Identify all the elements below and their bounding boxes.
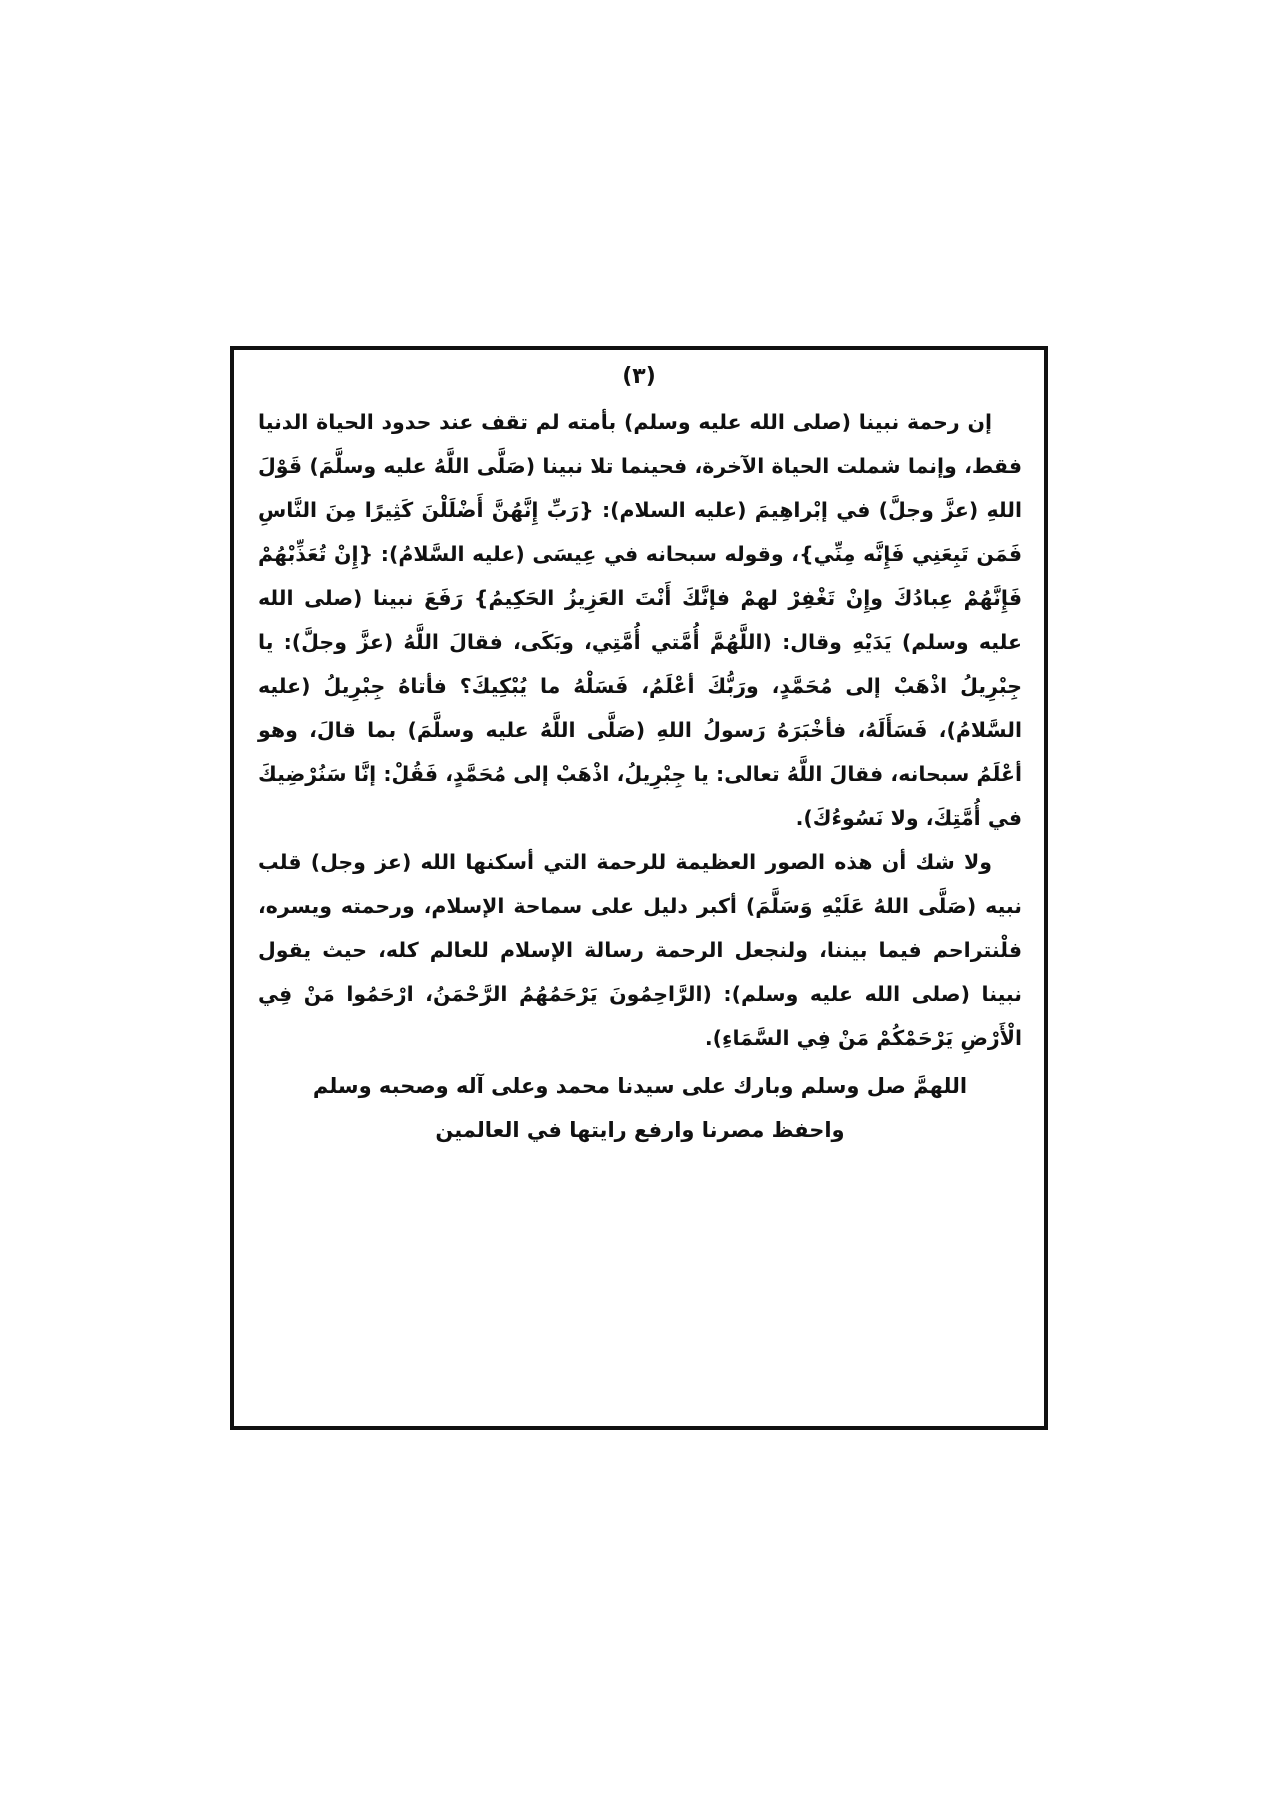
paragraph-2 <box>258 840 1022 1060</box>
closing-prayer <box>258 1064 1022 1152</box>
document-body <box>258 400 1022 1152</box>
closing-line-1: اللهمَّ صل وسلم وبارك على سيدنا محمد وعلى آله وصحبه وسلم <box>312 1074 968 1098</box>
page-frame <box>230 346 1048 1430</box>
page-number: (٣) <box>622 364 656 389</box>
paragraph-1 <box>258 400 1022 840</box>
paragraph-1-text: إن رحمة نبينا (صلى الله عليه وسلم) بأمته لم تقف عند حدود الحياة الدنيا فقط، وإنما شملت الحياة الآخرة، فحينما تلا نبينا (صَلَّى اللَّهُ عليه وسلَّمَ) قَوْلَ اللهِ (عزَّ وجلَّ) في إبْراهِيمَ (عليه السلام): {رَبِّ إِنَّهُنَّ أَضْلَلْنَ كَثِيرًا مِنَ النَّاسِ فَمَن تَبِعَنِي فَإِنَّه مِنِّي}، وقوله سبحانه في عِيسَى (عليه السَّلامُ): {إِنْ تُعَذِّبْهُمْ فَإِنَّهُمْ عِبادُكَ وإِنْ تَغْفِرْ لهمْ فإنَّكَ أَنْتَ العَزِيزُ الحَكِيمُ} رَفَعَ نبينا (صلى الله عليه وسلم) يَدَيْهِ وقال: (اللَّهُمَّ أُمَّتي أُمَّتِي، وبَكَى، فقالَ اللَّهُ (عزَّ وجلَّ): يا جِبْرِيلُ اذْهَبْ إلى مُحَمَّدٍ، ورَبُّكَ أعْلَمُ، فَسَلْهُ ما يُبْكِيكَ؟ فأتاهُ جِبْرِيلُ (عليه السَّلامُ)، فَسَأَلَهُ، فأخْبَرَهُ رَسولُ اللهِ (صَلَّى اللَّهُ عليه وسلَّمَ) بما قالَ، وهو أعْلَمُ سبحانه، فقالَ اللَّهُ تعالى: يا جِبْرِيلُ، اذْهَبْ إلى مُحَمَّدٍ، فَقُلْ: إنَّا سَنُرْضِيكَ في أُمَّتِكَ، ولا نَسُوءُكَ). <box>258 410 1022 830</box>
closing-line-2: واحفظ مصرنا وارفع رايتها في العالمين <box>435 1118 845 1142</box>
paragraph-2-text: ولا شك أن هذه الصور العظيمة للرحمة التي أسكنها الله (عز وجل) قلب نبيه (صَلَّى اللهُ عَلَيْهِ وَسَلَّمَ) أكبر دليل على سماحة الإسلام، ورحمته ويسره، فلْنتراحم فيما بيننا، ولنجعل الرحمة رسالة الإسلام للعالم كله، حيث يقول نبينا (صلى الله عليه وسلم): (الرَّاحِمُونَ يَرْحَمُهُمُ الرَّحْمَنُ، ارْحَمُوا مَنْ فِي الْأَرْضِ يَرْحَمْكُمْ مَنْ فِي السَّمَاءِ). <box>258 850 1022 1050</box>
